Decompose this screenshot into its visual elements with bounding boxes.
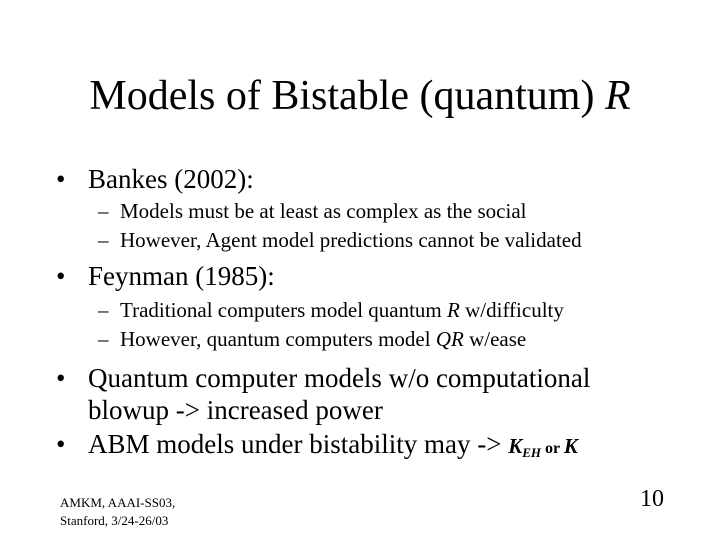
bullet-abm-models <box>56 428 578 469</box>
bullet-text-pre: ABM models under bistability may -> <box>88 429 509 459</box>
sub-bullet-feynman-2 <box>98 326 526 352</box>
dash-marker: – <box>98 298 109 322</box>
k-symbol: K <box>508 434 523 458</box>
sub-bullet-bankes-1 <box>98 198 527 224</box>
footer <box>60 494 175 530</box>
sub-bullet-feynman-1 <box>98 297 564 323</box>
title-text: Models of Bistable (quantum) <box>89 73 595 119</box>
bullet-text: Bankes (2002): <box>88 164 254 194</box>
bullet-text: Feynman (1985): <box>88 261 275 291</box>
bullet-marker: • <box>56 429 66 459</box>
bullet-feynman <box>56 260 275 292</box>
k-subscript: EH <box>522 445 541 460</box>
title-variable: R <box>604 73 631 119</box>
sub-bullet-text-post: w/ease <box>463 327 527 351</box>
variable-r: R <box>447 298 460 322</box>
sub-bullet-text-pre: However, quantum computers model <box>120 327 436 351</box>
footer-line-2: Stanford, 3/24-26/03 <box>60 513 169 528</box>
k-eh-symbol <box>508 434 541 458</box>
bullet-text-line2: blowup -> increased power <box>88 395 383 425</box>
dash-marker: – <box>98 327 109 351</box>
bullet-text <box>56 428 578 469</box>
bullet-quantum-models <box>56 362 590 426</box>
dash-marker: – <box>98 228 109 252</box>
sub-bullet-text: However, Agent model predictions cannot be validated <box>120 228 582 252</box>
sub-bullet-text-post: w/difficulty <box>459 298 564 322</box>
sub-bullet-text: Models must be at least as complex as the social <box>120 199 527 223</box>
bullet-marker: • <box>56 164 66 194</box>
bullet-bankes <box>56 163 254 195</box>
slide-title <box>0 70 720 122</box>
page-number: 10 <box>640 486 664 512</box>
bullet-text-line1: Quantum computer models w/o computational <box>88 363 591 393</box>
bullet-marker: • <box>56 363 66 393</box>
variable-qr: QR <box>435 327 464 351</box>
dash-marker: – <box>98 199 109 223</box>
bullet-marker: • <box>56 261 66 291</box>
or-text: or <box>541 440 564 457</box>
k-symbol-2: K <box>563 434 578 458</box>
sub-bullet-bankes-2 <box>98 227 582 253</box>
footer-line-1: AMKM, AAAI-SS03, <box>60 495 176 510</box>
sub-bullet-text-pre: Traditional computers model quantum <box>120 298 448 322</box>
